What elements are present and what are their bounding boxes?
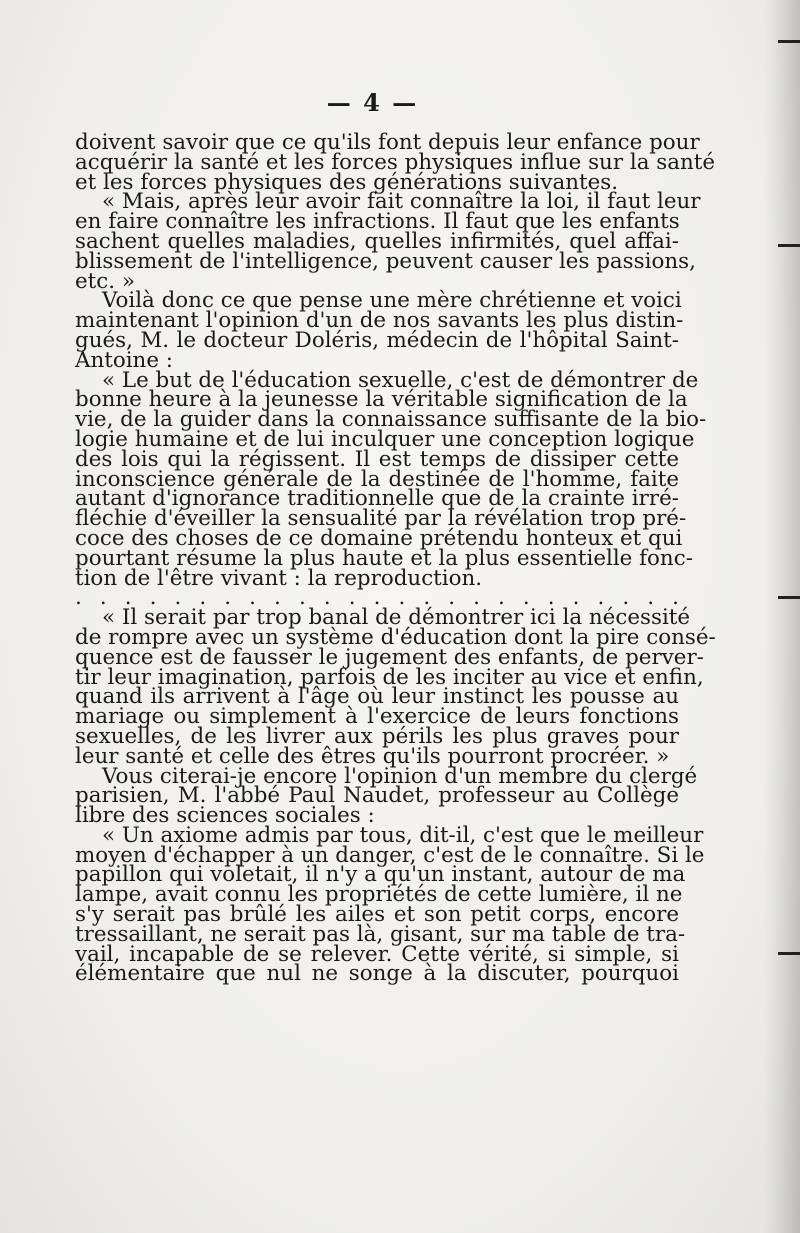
text-line: et les forces physiques des générations suivantes. [75,169,619,195]
text-line: tion de l'être vivant : la reproduction. [75,565,483,591]
text-line: vail, incapable de se relever. Cette vérité, si simple, si [75,941,679,967]
text-line: s'y serait pas brûlé les ailes et son petit corps, encore [75,902,679,928]
text-line: fléchie d'éveiller la sensualité par la révélation trop pré- [75,506,687,532]
paragraph [75,189,701,294]
edge-mark [778,952,800,955]
text-line: « Un axiome admis par tous, dit-il, c'est que le meilleur [102,822,704,848]
text-line: etc. » [75,268,135,294]
text-line: pourtant résume la plus haute et la plus essentielle fonc- [75,545,693,571]
text-line: logie humaine et de lui inculquer une conception logique [75,426,695,452]
text-line: vie, de la guider dans la connaissance suffisante de la bio- [75,407,707,433]
edge-mark [778,244,800,247]
page-edge-shadow [764,0,800,1233]
text-line: blissement de l'intelligence, peuvent causer les passions, [75,248,696,274]
text-line: inconscience générale de la destinée de l'homme, faite [75,466,679,492]
edge-mark [778,596,800,599]
text-line: autant d'ignorance traditionnelle que de la crainte irré- [75,486,679,512]
text-line: gués, M. le docteur Doléris, médecin de l'hôpital Saint- [75,327,679,353]
text-line: « Il serait par trop banal de démontrer ici la nécessité [102,605,691,631]
text-line: leur santé et celle des êtres qu'ils pourront procréer. » [75,743,670,769]
text-line: élémentaire que nul ne songe à la discuter, pourquoi [75,961,679,987]
text-line: mariage ou simplement à l'exercice de leurs fonctions [75,704,679,730]
text-line: Voilà donc ce que pense une mère chrétienne et voici [102,288,682,314]
text-line: Antoine : [75,347,173,373]
paragraph [75,367,707,591]
text-line: « Mais, après leur avoir fait connaître la loi, il faut leur [102,189,701,215]
text-line: quand ils arrivent à l'âge où leur instinct les pousse au [75,684,679,710]
text-line: papillon qui voletait, il n'y a qu'un instant, autour de ma [75,862,686,888]
text-line: moyen d'échapper à un danger, c'est de le connaître. Si le [75,842,705,868]
paragraph [75,605,716,769]
text-line: sexuelles, de les livrer aux périls les plus graves pour [75,723,679,749]
text-line: libre des sciences sociales : [75,803,375,829]
text-line: des lois qui la régissent. Il est temps de dissiper cette [75,446,679,472]
text-line: tressaillant, ne serait pas là, gisant, sur ma table de tra- [75,921,686,947]
text-line: Vous citerai-je encore l'opinion d'un membre du clergé [102,763,698,789]
page-number: — 4 — [326,88,419,117]
text-line: acquérir la santé et les forces physiques influe sur la santé [75,149,716,175]
text-line: sachent quelles maladies, quelles infirmités, quel affai- [75,228,679,254]
ellipsis-separator: . . . . . . . . . . . . . . . . . . . . . . . . . [75,585,679,611]
text-line: parisien, M. l'abbé Paul Naudet, professeur au Collège [75,783,679,809]
text-line: maintenant l'opinion d'un de nos savants les plus distin- [75,308,684,334]
text-line: lampe, avait connu les propriétés de cette lumière, il ne [75,882,683,908]
paragraph [75,288,684,373]
text-line: de rompre avec un système d'éducation dont la pire consé- [75,624,716,650]
text-line: bonne heure à la jeunesse la véritable signification de la [75,387,688,413]
text-line: doivent savoir que ce qu'ils font depuis leur enfance pour [75,130,700,155]
text-line: « Le but de l'éducation sexuelle, c'est de démontrer de [102,367,699,393]
text-line: coce des choses de ce domaine prétendu honteux et qui [75,525,683,551]
body-text [75,130,716,987]
edge-mark [778,40,800,43]
paragraph [75,822,705,987]
paragraph [75,763,698,829]
text-line: quence est de fausser le jugement des enfants, de perver- [75,644,704,670]
text-line: en faire connaître les infractions. Il faut que les enfants [75,209,680,235]
paragraph [75,130,716,195]
text-line: tir leur imagination, parfois de les inciter au vice et enfin, [75,664,704,690]
